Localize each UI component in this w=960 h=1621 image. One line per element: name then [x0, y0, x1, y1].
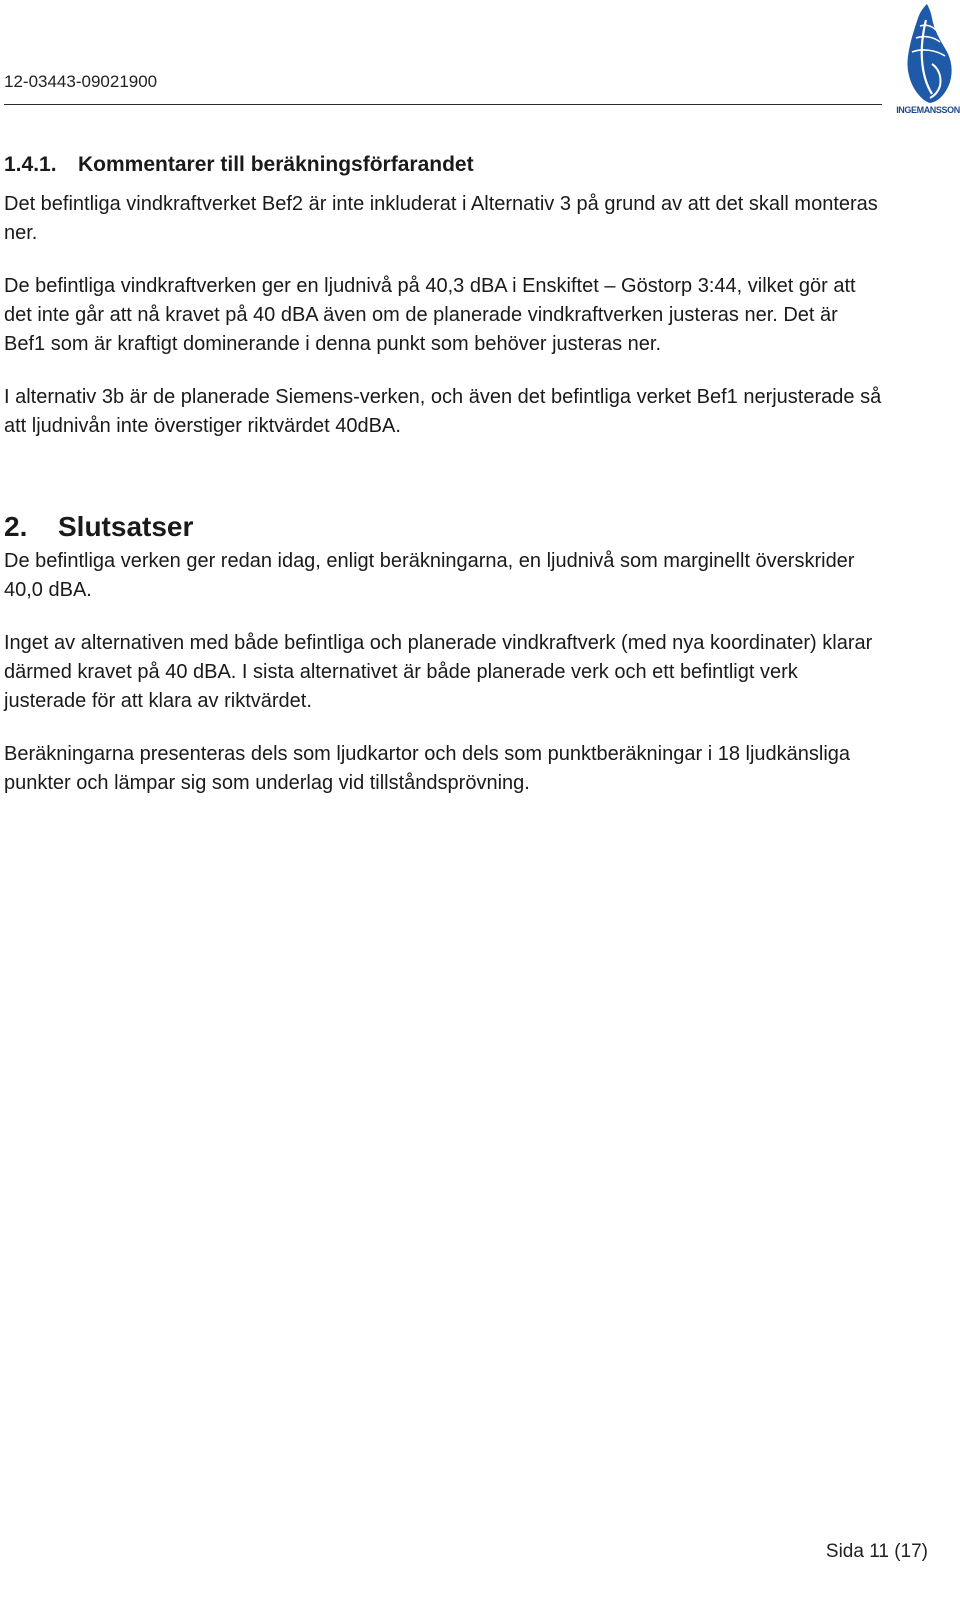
paragraph: Beräkningarna presenteras dels som ljudkartor och dels som punktberäkningar i 18 ljudkänsliga punkter och lämpar sig som underlag vid tillståndsprövning.	[4, 743, 851, 794]
paragraph: De befintliga vindkraftverken ger en ljudnivå på 40,3 dBA i Enskiftet – Göstorp 3:44, vilket gör att det inte går att nå kravet på 40 dBA även om de planerade vindkraftverken justeras ner. Det är Bef1 som är kraftigt dominerande i denna punkt som behöver justeras ner.	[4, 275, 856, 355]
page-content	[4, 150, 884, 822]
section-title: Slutsatser	[58, 511, 194, 542]
section-number: 1.4.1.	[4, 153, 57, 176]
paragraph: Det befintliga vindkraftverket Bef2 är inte inkluderat i Alternativ 3 på grund av att det skall monteras ner.	[4, 193, 878, 244]
paragraph: Inget av alternativen med både befintliga och planerade vindkraftverk (med nya koordinater) klarar därmed kravet på 40 dBA. I sista alternativet är både planerade verk och ett befintligt verk justerade för att klara av riktvärdet.	[4, 632, 873, 712]
document-number: 12-03443-09021900	[4, 72, 158, 91]
paragraph: De befintliga verken ger redan idag, enligt beräkningarna, en ljudnivå som marginellt överskrider 40,0 dBA.	[4, 550, 855, 601]
shell-logo-icon	[896, 2, 958, 118]
section-heading-2	[4, 507, 884, 547]
paragraph: I alternativ 3b är de planerade Siemens-verken, och även det befintliga verket Bef1 nerjusterade så att ljudnivån inte överstiger riktvärdet 40dBA.	[4, 386, 882, 437]
section-title: Kommentarer till beräkningsförfarandet	[78, 153, 474, 176]
section-heading-1-4-1	[4, 150, 884, 180]
logo-wordmark: INGEMANSSON	[896, 105, 960, 115]
page-number: Sida 11 (17)	[825, 1541, 928, 1562]
section-number: 2.	[4, 511, 28, 542]
header-divider	[4, 104, 882, 105]
